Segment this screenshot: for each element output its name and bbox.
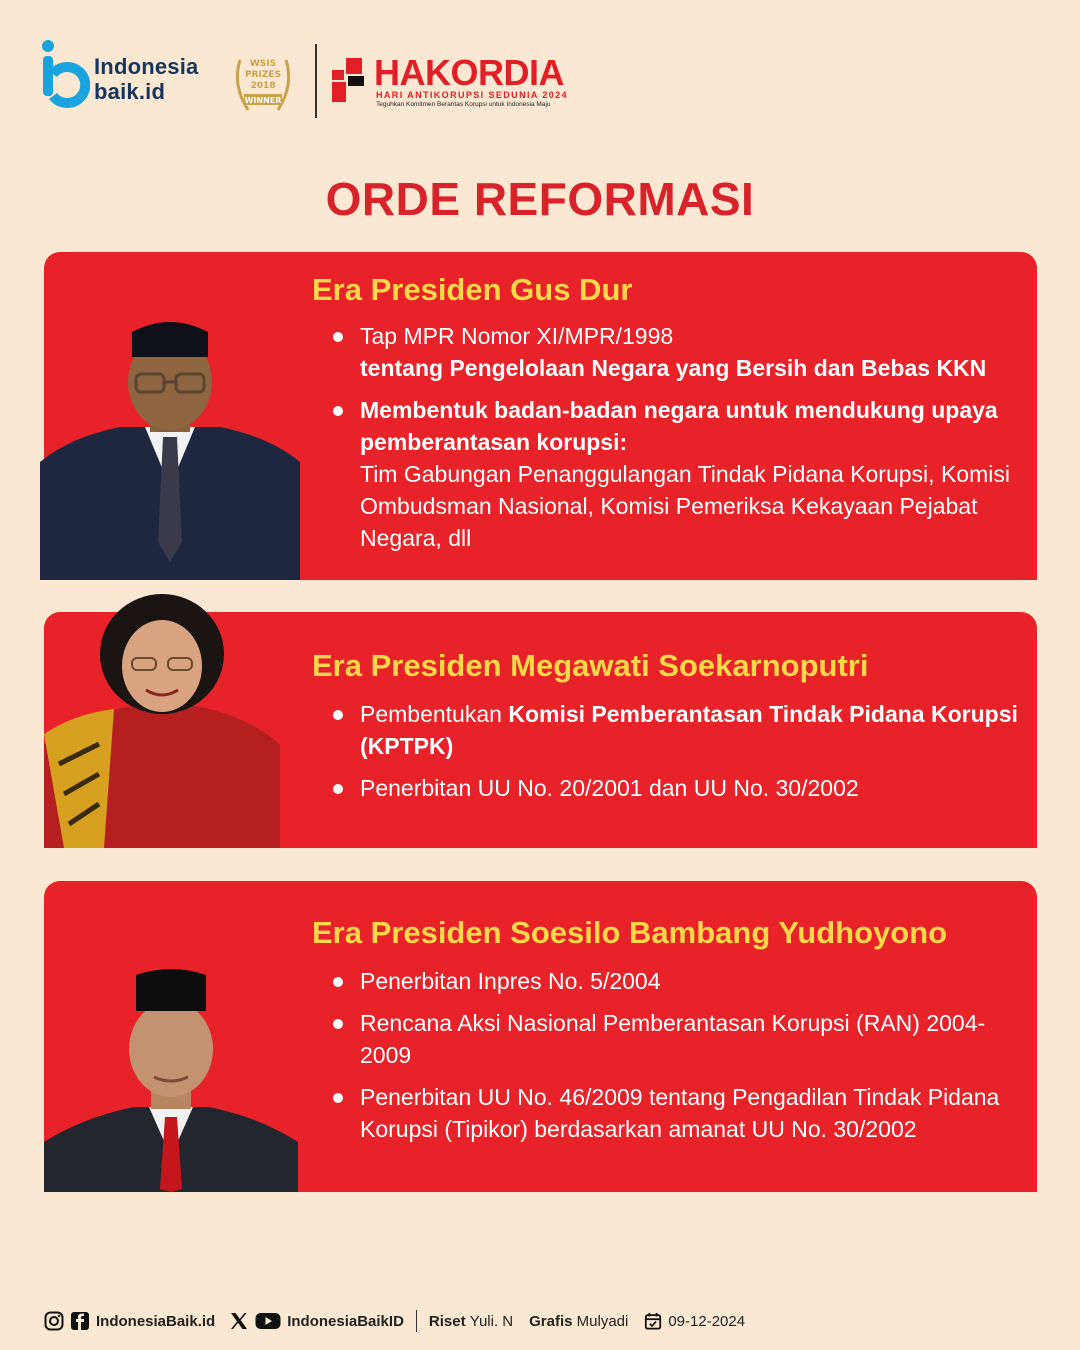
era-items	[360, 698, 1030, 814]
portrait-gus-dur	[40, 312, 300, 580]
riset-label: Riset	[428, 1312, 466, 1330]
footer-divider	[416, 1310, 417, 1332]
list-item	[360, 1007, 1030, 1071]
award-line4: WINNER	[244, 96, 282, 105]
item-text: Penerbitan Inpres No. 5/2004	[360, 968, 661, 994]
portrait-sby	[44, 967, 298, 1192]
header	[40, 34, 1040, 124]
era-items	[360, 965, 1030, 1155]
brand-line2: baik.id	[94, 79, 166, 104]
item-text: Penerbitan UU No. 46/2009 tentang Pengadilan Tindak Pidana Korupsi (Tipikor) berdasarkan amanat UU No. 30/2002	[360, 1084, 1000, 1142]
era-title: Era Presiden Soesilo Bambang Yudhoyono	[312, 915, 948, 950]
list-item	[360, 772, 1030, 804]
hakordia-logo	[332, 54, 592, 114]
facebook-icon[interactable]	[70, 1311, 90, 1331]
hakordia-subtitle: HARI ANTIKORUPSI SEDUNIA 2024	[376, 90, 568, 100]
grafis-name: Mulyadi	[576, 1312, 629, 1330]
footer	[44, 1308, 1044, 1334]
header-divider	[315, 44, 317, 118]
era-items	[360, 320, 1030, 564]
era-card-megawati	[44, 612, 1037, 848]
item-text: Penerbitan UU No. 20/2001 dan UU No. 30/2002	[360, 775, 859, 801]
hakordia-logo-icon	[332, 58, 368, 104]
brand-line1: Indonesia	[94, 54, 199, 79]
grafis-label: Grafis	[529, 1312, 573, 1330]
website-link[interactable]: IndonesiaBaik.id	[96, 1312, 216, 1330]
item-bold-text: Komisi Pemberantasan Tindak Pidana Korupsi (KPTPK)	[360, 701, 1018, 759]
item-bold-text: tentang Pengelolaan Negara yang Bersih dan Bebas KKN	[360, 355, 987, 381]
item-text: Tap MPR Nomor XI/MPR/1998	[360, 323, 674, 349]
calendar-icon	[644, 1312, 662, 1330]
publish-date: 09-12-2024	[668, 1312, 746, 1330]
era-title: Era Presiden Megawati Soekarnoputri	[312, 648, 869, 683]
era-card-sby	[44, 881, 1037, 1192]
list-item	[360, 1081, 1030, 1145]
list-item	[360, 320, 1030, 384]
item-text: Pembentukan	[360, 701, 502, 727]
indonesiabaik-logo[interactable]	[40, 34, 230, 114]
list-item	[360, 394, 1030, 554]
wsis-award-badge	[230, 50, 296, 120]
social-handle[interactable]: IndonesiaBaikID	[287, 1312, 404, 1330]
item-bold-text: Membentuk badan-badan negara untuk mendukung upaya pemberantasan korupsi:	[360, 397, 998, 455]
award-line2: PRIZES	[244, 70, 282, 80]
page-title: ORDE REFORMASI	[325, 173, 755, 225]
hakordia-tagline: Teguhkan Komitmen Berantas Korupsi untuk Indonesia Maju	[376, 101, 551, 108]
era-card-gus-dur	[44, 252, 1037, 580]
award-line1: WSIS	[249, 59, 277, 69]
item-text: Tim Gabungan Penanggulangan Tindak Pidana Korupsi, Komisi Ombudsman Nasional, Komisi Pemeriksa Kekayaan Pejabat Negara, dll	[360, 461, 1010, 551]
portrait-megawati	[44, 594, 280, 848]
indonesiabaik-logo-icon	[40, 38, 90, 110]
riset-name: Yuli. N	[469, 1312, 514, 1330]
list-item	[360, 965, 1030, 997]
item-text: Rencana Aksi Nasional Pemberantasan Korupsi (RAN) 2004-2009	[360, 1010, 986, 1068]
hakordia-title: HAKORDIA	[374, 52, 564, 93]
award-line3: 2018	[250, 81, 276, 91]
instagram-icon[interactable]	[44, 1311, 64, 1331]
list-item	[360, 698, 1030, 762]
youtube-icon[interactable]	[255, 1311, 281, 1331]
x-twitter-icon[interactable]	[229, 1311, 249, 1331]
era-title: Era Presiden Gus Dur	[312, 272, 633, 307]
brand-name	[94, 54, 199, 104]
